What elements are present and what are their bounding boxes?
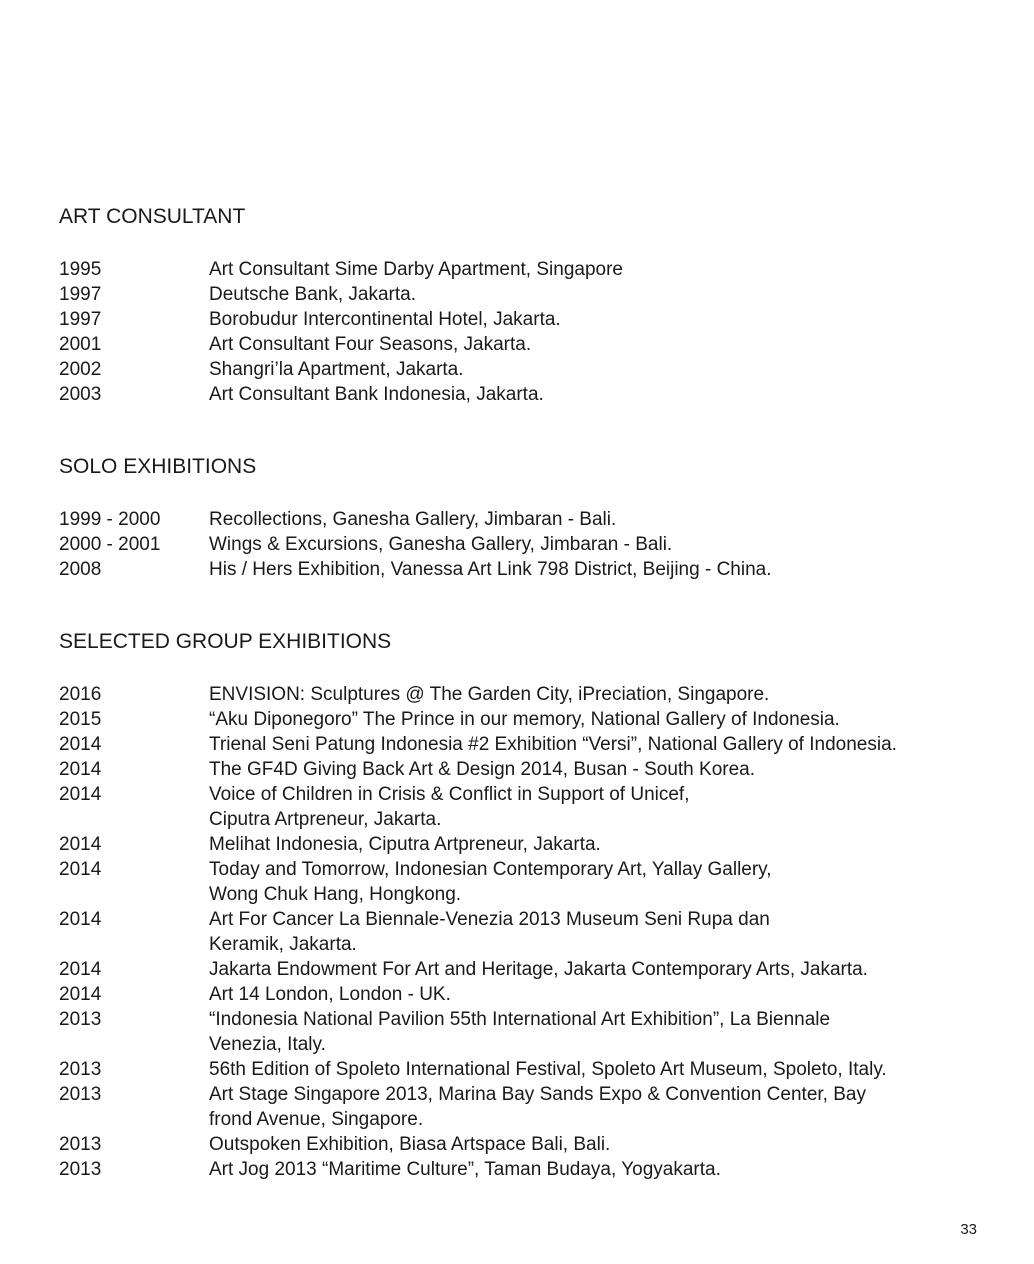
entry-description: Art Stage Singapore 2013, Marina Bay Sands Expo & Convention Center, Bay frond Avenue, Singapore. — [209, 1084, 866, 1130]
list-item — [59, 1057, 989, 1082]
entry-year: 2014 — [59, 859, 102, 880]
section-title: SELECTED GROUP EXHIBITIONS — [59, 630, 392, 653]
entry-year: 2014 — [59, 834, 102, 855]
entry-description: Shangri’la Apartment, Jakarta. — [209, 359, 464, 380]
entry-year: 2016 — [59, 684, 102, 705]
entry-year: 2013 — [59, 1134, 102, 1155]
entry-description: Deutsche Bank, Jakarta. — [209, 284, 416, 305]
list-item — [59, 357, 989, 382]
entry-year: 2013 — [59, 1009, 102, 1030]
entry-year: 2008 — [59, 559, 102, 580]
list-item — [59, 1157, 989, 1182]
solo-exhibitions-section — [59, 454, 989, 582]
entry-description: Art Consultant Sime Darby Apartment, Singapore — [209, 259, 623, 280]
entry-description: Art Jog 2013 “Maritime Culture”, Taman Budaya, Yogyakarta. — [209, 1159, 721, 1180]
entry-description: Voice of Children in Crisis & Conflict in Support of Unicef, Ciputra Artpreneur, Jakarta. — [209, 784, 690, 830]
art-consultant-section — [59, 204, 989, 407]
entry-year: 2014 — [59, 734, 102, 755]
list-item — [59, 532, 989, 557]
list-item — [59, 507, 989, 532]
entry-description: His / Hers Exhibition, Vanessa Art Link 798 District, Beijing - China. — [209, 559, 772, 580]
entry-description: Art 14 London, London - UK. — [209, 984, 451, 1005]
entry-description: Art Consultant Bank Indonesia, Jakarta. — [209, 384, 544, 405]
entry-description: ENVISION: Sculptures @ The Garden City, iPreciation, Singapore. — [209, 684, 770, 705]
entry-description: Outspoken Exhibition, Biasa Artspace Bali, Bali. — [209, 1134, 611, 1155]
list-item — [59, 957, 989, 982]
list-item — [59, 1082, 989, 1132]
entry-description: Trienal Seni Patung Indonesia #2 Exhibition “Versi”, National Gallery of Indonesia. — [209, 734, 897, 755]
section-title: ART CONSULTANT — [59, 205, 246, 228]
list-item — [59, 782, 989, 832]
list-item — [59, 682, 989, 707]
entry-year: 2014 — [59, 959, 102, 980]
group-exhibitions-section — [59, 629, 989, 1182]
entry-year: 2014 — [59, 784, 102, 805]
entry-description: Wings & Excursions, Ganesha Gallery, Jimbaran - Bali. — [209, 534, 673, 555]
list-item — [59, 982, 989, 1007]
entry-description: Melihat Indonesia, Ciputra Artpreneur, Jakarta. — [209, 834, 601, 855]
list-item — [59, 332, 989, 357]
entry-description: Recollections, Ganesha Gallery, Jimbaran - Bali. — [209, 509, 617, 530]
section-title: SOLO EXHIBITIONS — [59, 455, 257, 478]
list-item — [59, 1007, 989, 1057]
entry-description: Jakarta Endowment For Art and Heritage, Jakarta Contemporary Arts, Jakarta. — [209, 959, 868, 980]
entry-year: 2000 - 2001 — [59, 534, 161, 555]
entry-year: 2013 — [59, 1084, 102, 1105]
list-item — [59, 857, 989, 907]
entry-year: 2013 — [59, 1059, 102, 1080]
entry-year: 2014 — [59, 909, 102, 930]
entry-year: 2014 — [59, 759, 102, 780]
entry-description: Art Consultant Four Seasons, Jakarta. — [209, 334, 532, 355]
entry-description: Today and Tomorrow, Indonesian Contemporary Art, Yallay Gallery, Wong Chuk Hang, Hongkong. — [209, 859, 772, 905]
page-number: 33 — [960, 1221, 977, 1238]
list-item — [59, 382, 989, 407]
entry-list — [59, 257, 989, 407]
list-item — [59, 907, 989, 957]
list-item — [59, 707, 989, 732]
list-item — [59, 757, 989, 782]
list-item — [59, 1132, 989, 1157]
entry-description: Art For Cancer La Biennale-Venezia 2013 Museum Seni Rupa dan Keramik, Jakarta. — [209, 909, 770, 955]
entry-year: 2001 — [59, 334, 102, 355]
entry-year: 1999 - 2000 — [59, 509, 161, 530]
entry-year: 1997 — [59, 284, 102, 305]
entry-description: “Indonesia National Pavilion 55th International Art Exhibition”, La Biennale Venezia, Italy. — [209, 1009, 831, 1055]
entry-description: 56th Edition of Spoleto International Festival, Spoleto Art Museum, Spoleto, Italy. — [209, 1059, 887, 1080]
list-item — [59, 732, 989, 757]
list-item — [59, 832, 989, 857]
entry-year: 2013 — [59, 1159, 102, 1180]
entry-list — [59, 682, 989, 1182]
entry-year: 2003 — [59, 384, 102, 405]
entry-year: 2002 — [59, 359, 102, 380]
entry-year: 1995 — [59, 259, 102, 280]
entry-year: 1997 — [59, 309, 102, 330]
list-item — [59, 282, 989, 307]
entry-year: 2014 — [59, 984, 102, 1005]
list-item — [59, 257, 989, 282]
entry-list — [59, 507, 989, 582]
entry-description: The GF4D Giving Back Art & Design 2014, Busan - South Korea. — [209, 759, 755, 780]
entry-description: “Aku Diponegoro” The Prince in our memory, National Gallery of Indonesia. — [209, 709, 840, 730]
entry-year: 2015 — [59, 709, 102, 730]
list-item — [59, 557, 989, 582]
list-item — [59, 307, 989, 332]
entry-description: Borobudur Intercontinental Hotel, Jakarta. — [209, 309, 561, 330]
